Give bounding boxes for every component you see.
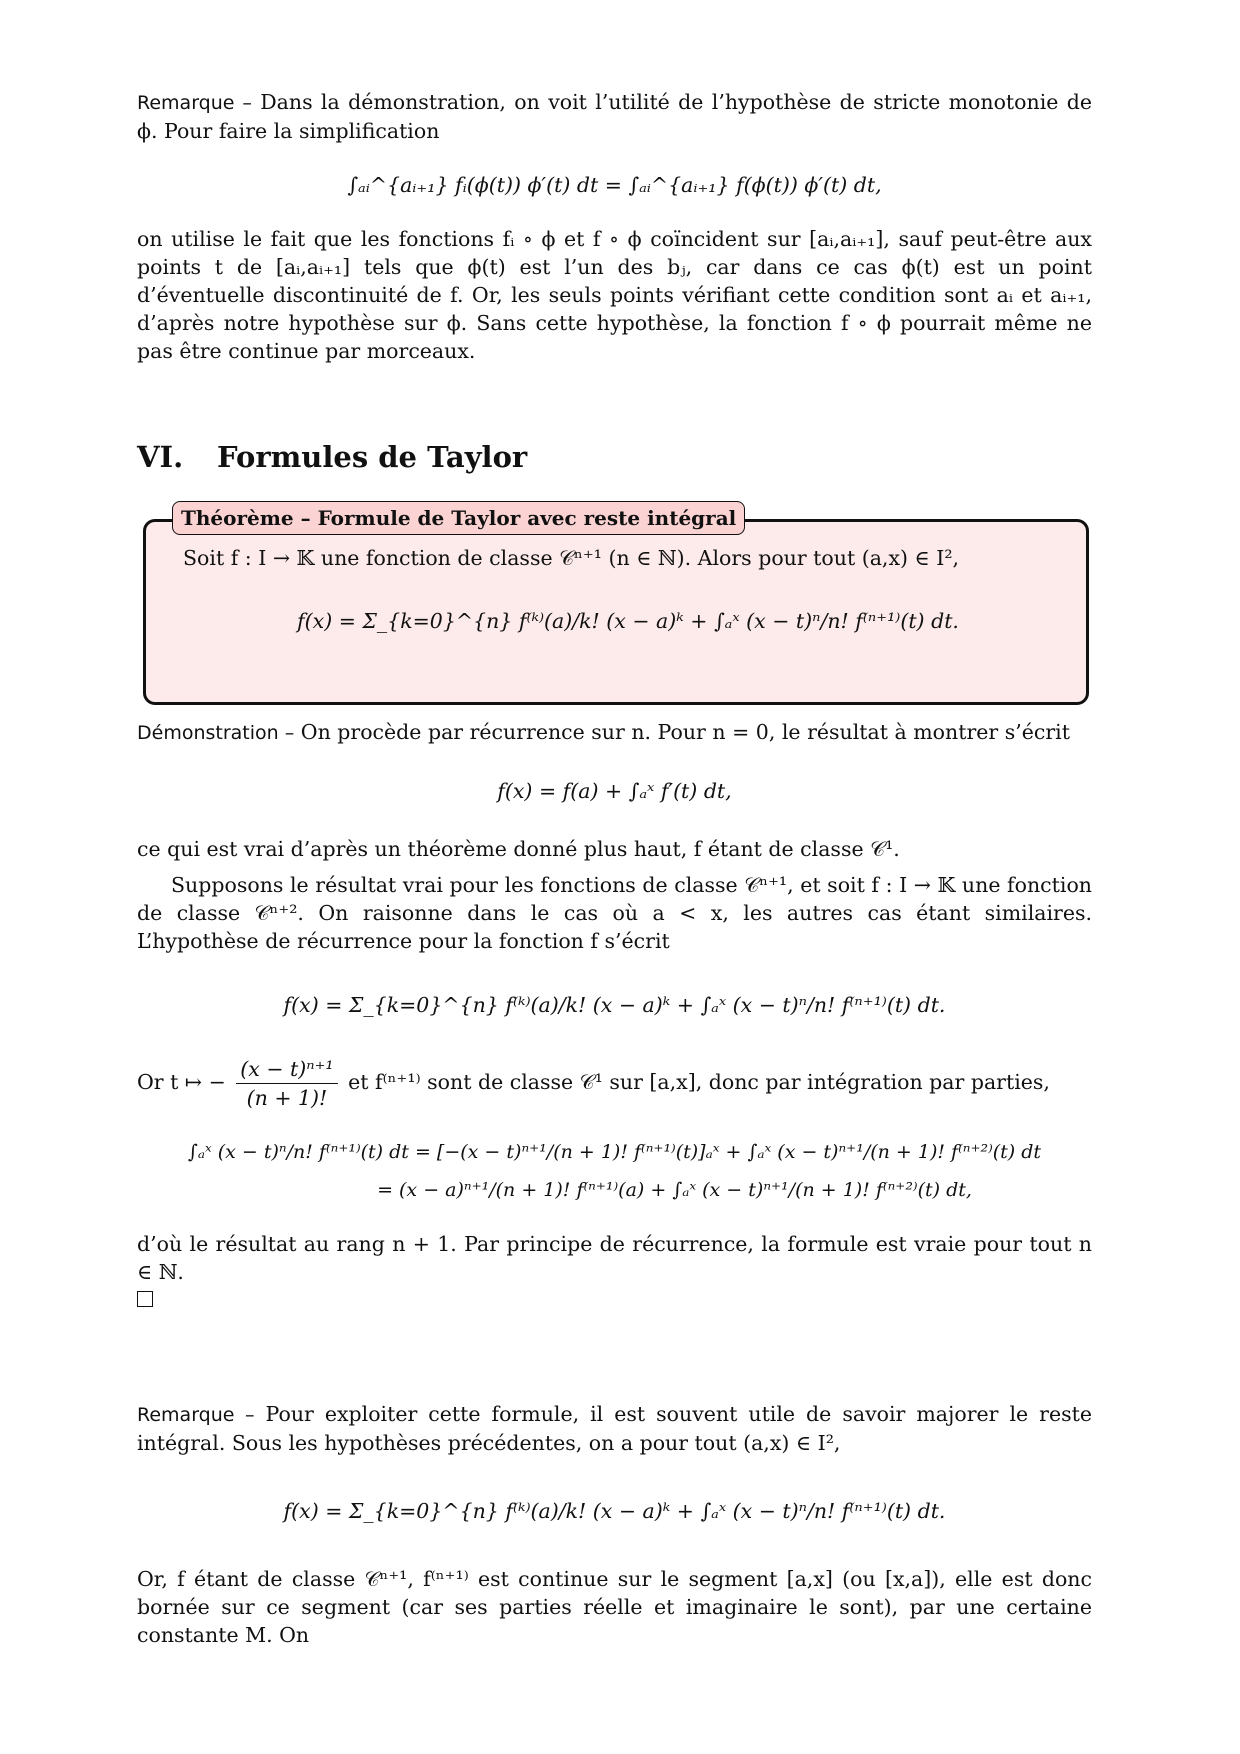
proof-p4: Or t ↦ − $\frac{\text{(x − t)ⁿ⁺¹}}{(n + 1)!}$ et f⁽ⁿ⁺¹⁾ sont de classe 𝒞¹ sur [a,x], donc par intégration par parties, xyxy=(137,1057,1050,1110)
remark-1-equation: ∫ₐᵢ^{aᵢ₊₁} fᵢ(ϕ(t)) ϕ′(t) dt = ∫ₐᵢ^{aᵢ₊₁} f(ϕ(t)) ϕ′(t) dt, xyxy=(347,173,882,197)
qed-symbol xyxy=(137,1286,1092,1314)
proof-eq1: f(x) = f(a) + ∫ₐˣ f′(t) dt, xyxy=(497,779,732,803)
remark-1-intro: Remarque – Dans la démonstration, on voit l’utilité de l’hypothèse de stricte monotonie de ϕ. Pour faire la simplification xyxy=(137,90,1092,143)
proof-intro: Démonstration – On procède par récurrence sur n. Pour n = 0, le résultat à montrer s’écrit xyxy=(137,720,1070,744)
theorem-body xyxy=(183,546,1073,651)
remark-1 xyxy=(137,88,1092,365)
remark-2-body: Or, f étant de classe 𝒞ⁿ⁺¹, f⁽ⁿ⁺¹⁾ est continue sur le segment [a,x] (ou [x,a]), elle est donc bornée sur ce segment (car ses parties réelle et imaginaire le sont), par une certaine constante M. On xyxy=(137,1567,1092,1647)
section-heading xyxy=(137,440,527,474)
proof-label: Démonstration – xyxy=(137,722,295,744)
theorem-statement: Soit f : I → 𝕂 une fonction de classe 𝒞ⁿ⁺¹ (n ∈ ℕ). Alors pour tout (a,x) ∈ I², xyxy=(183,546,960,570)
section-title: Formules de Taylor xyxy=(217,440,528,474)
proof xyxy=(137,718,1092,1314)
remark-label: Remarque – xyxy=(137,92,252,114)
remark-2-intro: Remarque – Pour exploiter cette formule, il est souvent utile de savoir majorer le reste intégral. Sous les hypothèses précédentes, on a pour tout (a,x) ∈ I², xyxy=(137,1402,1092,1455)
remark-2-equation: f(x) = Σ_{k=0}^{n} f⁽ᵏ⁾(a)/k! (x − a)ᵏ + ∫ₐˣ (x − t)ⁿ/n! f⁽ⁿ⁺¹⁾(t) dt. xyxy=(283,1499,946,1523)
proof-eq3-line1: ∫ₐˣ (x − t)ⁿ/n! f⁽ⁿ⁺¹⁾(t) dt = [−(x − t)ⁿ⁺¹/(n + 1)! f⁽ⁿ⁺¹⁾(t)]ₐˣ + ∫ₐˣ (x − t)ⁿ⁺¹/(n + 1)! f⁽ⁿ⁺²⁾(t) dt xyxy=(187,1141,1042,1163)
theorem-equation: f(x) = Σ_{k=0}^{n} f⁽ᵏ⁾(a)/k! (x − a)ᵏ + ∫ₐˣ (x − t)ⁿ/n! f⁽ⁿ⁺¹⁾(t) dt. xyxy=(297,609,959,633)
proof-p2: ce qui est vrai d’après un théorème donné plus haut, f étant de classe 𝒞¹. xyxy=(137,837,900,861)
section-number: VI. xyxy=(137,440,184,474)
theorem-title: Théorème – Formule de Taylor avec reste intégral xyxy=(172,501,745,535)
remark-1-body: on utilise le fait que les fonctions fᵢ ∘ ϕ et f ∘ ϕ coïncident sur [aᵢ,aᵢ₊₁], sauf peut-être aux points t de [aᵢ,aᵢ₊₁] tels que ϕ(t) est l’un des bⱼ, car dans ce cas ϕ(t) est un point d’éventuelle discontinuité de f. Or, les seuls points vérifiant cette condition sont aᵢ et aᵢ₊₁, d’après notre hypothèse sur ϕ. Sans cette hypothèse, la fonction f ∘ ϕ pourrait même ne pas être continue par morceaux. xyxy=(137,227,1092,363)
proof-eq2: f(x) = Σ_{k=0}^{n} f⁽ᵏ⁾(a)/k! (x − a)ᵏ + ∫ₐˣ (x − t)ⁿ/n! f⁽ⁿ⁺¹⁾(t) dt. xyxy=(283,993,946,1017)
proof-p4-fraction: $\frac{\text{(x − t)ⁿ⁺¹}}{(n + 1)!}$ xyxy=(236,1055,337,1112)
proof-p3: Supposons le résultat vrai pour les fonctions de classe 𝒞ⁿ⁺¹, et soit f : I → 𝕂 une fonction de classe 𝒞ⁿ⁺². On raisonne dans le cas où a < x, les autres cas étant similaires. L’hypothèse de récurrence pour la fonction f s’écrit xyxy=(137,873,1092,953)
proof-eq3-line2: = (x − a)ⁿ⁺¹/(n + 1)! f⁽ⁿ⁺¹⁾(a) + ∫ₐˣ (x − t)ⁿ⁺¹/(n + 1)! f⁽ⁿ⁺²⁾(t) dt, xyxy=(377,1179,972,1201)
remark-2 xyxy=(137,1400,1092,1649)
proof-p5: d’où le résultat au rang n + 1. Par principe de récurrence, la formule est vraie pour tout n ∈ ℕ. xyxy=(137,1232,1092,1284)
remark-2-label: Remarque – xyxy=(137,1404,255,1426)
